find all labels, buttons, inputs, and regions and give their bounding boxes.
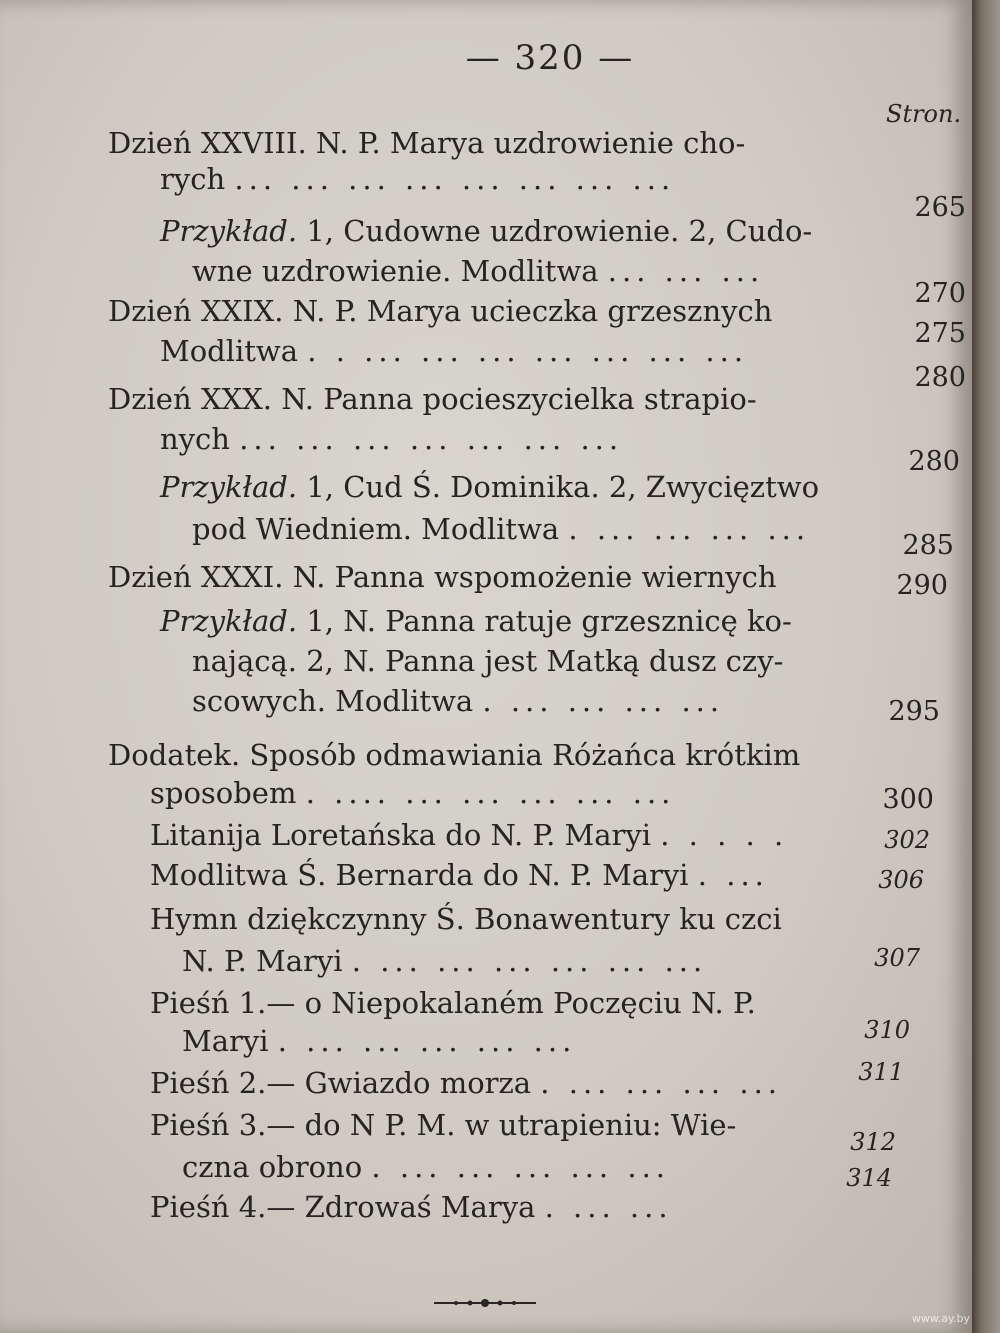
toc-line: scowych. Modlitwa . ... ... ... ... — [192, 684, 725, 718]
toc-line: sposobem . .... ... ... ... ... ... — [150, 776, 676, 810]
toc-line: N. P. Maryi . ... ... ... ... ... ... — [182, 944, 708, 978]
page-number: 280 — [914, 362, 966, 393]
dot-leader: . ... ... ... ... ... — [371, 1150, 671, 1184]
page-number: 280 — [908, 446, 960, 477]
toc-line: Maryi . ... ... ... ... ... — [182, 1024, 577, 1058]
dot-leader: . ... ... — [544, 1190, 673, 1224]
page-header: — 320 — — [465, 38, 635, 78]
toc-line: Pieśń 3.— do N P. M. w utrapieniu: Wie- — [150, 1108, 737, 1142]
toc-line: Dodatek. Sposób odmawiania Różańca krótkim — [108, 738, 801, 772]
dot-leader: . ... — [697, 858, 769, 892]
page-number: 275 — [914, 318, 966, 349]
page-number: 290 — [896, 570, 948, 601]
dot-leader: ... ... ... ... ... ... ... ... — [234, 162, 676, 196]
toc-line: Dzień XXX. N. Panna pocieszycielka strapio- — [108, 382, 757, 416]
page-number: 265 — [914, 192, 966, 223]
toc-line: Dzień XXIX. N. P. Marya ucieczka grzesznych — [108, 294, 773, 328]
dot-leader: . ... ... ... ... — [482, 684, 725, 718]
toc-line: Dzień XXXI. N. Panna wspomożenie wiernych — [108, 560, 777, 594]
column-header: Stron. — [886, 100, 962, 128]
ornament-divider — [430, 1296, 540, 1310]
dot-leader: . . . . . — [660, 818, 789, 852]
dot-leader: ... ... ... — [607, 254, 765, 288]
dot-leader: . ... ... ... ... — [568, 512, 811, 546]
toc-line: Litanija Loretańska do N. P. Maryi . . . . . — [150, 818, 789, 852]
page-number: 285 — [902, 530, 954, 561]
handwritten-page-number: 306 — [878, 866, 924, 894]
toc-line: Przykład. 1, Cudowne uzdrowienie. 2, Cudo- — [160, 214, 813, 248]
handwritten-page-number: 310 — [864, 1016, 910, 1044]
page-number: 295 — [888, 696, 940, 727]
example-label: Przykład. — [160, 214, 298, 248]
dot-leader: . .... ... ... ... ... ... — [305, 776, 676, 810]
page-number: 300 — [882, 784, 934, 815]
handwritten-page-number: 311 — [858, 1058, 904, 1086]
toc-line: Przykład. 1, N. Panna ratuje grzesznicę ko- — [160, 604, 792, 638]
page-number: 270 — [914, 278, 966, 309]
handwritten-page-number: 312 — [850, 1128, 896, 1156]
toc-line: nającą. 2, N. Panna jest Matką dusz czy- — [192, 644, 784, 678]
book-spine — [972, 0, 1000, 1333]
toc-line: pod Wiedniem. Modlitwa . ... ... ... ... — [192, 512, 811, 546]
toc-line: Pieśń 1.— o Niepokalaném Poczęciu N. P. — [150, 986, 756, 1020]
dot-leader: . ... ... ... ... — [540, 1066, 783, 1100]
toc-line: Pieśń 2.— Gwiazdo morza . ... ... ... ... — [150, 1066, 783, 1100]
toc-line: Przykład. 1, Cud Ś. Dominika. 2, Zwycięztwo — [160, 470, 820, 504]
dot-leader: ... ... ... ... ... ... ... — [239, 422, 624, 456]
dot-leader: . ... ... ... ... ... — [277, 1024, 577, 1058]
toc-line: czna obrono . ... ... ... ... ... — [182, 1150, 671, 1184]
example-label: Przykład. — [160, 604, 298, 638]
toc-line: Hymn dziękczynny Ś. Bonawentury ku czci — [150, 902, 782, 936]
toc-line: Modlitwa . . ... ... ... ... ... ... ... — [160, 334, 749, 368]
toc-line: nych ... ... ... ... ... ... ... — [160, 422, 624, 456]
handwritten-page-number: 302 — [884, 826, 930, 854]
toc-line: Modlitwa Ś. Bernarda do N. P. Maryi . ... — [150, 858, 769, 892]
toc-line: Pieśń 4.— Zdrowaś Marya . ... ... — [150, 1190, 673, 1224]
toc-line: rych ... ... ... ... ... ... ... ... — [160, 162, 676, 196]
watermark: www.ay.by — [911, 1312, 970, 1325]
dot-leader: . . ... ... ... ... ... ... ... — [307, 334, 749, 368]
dot-leader: . ... ... ... ... ... ... — [351, 944, 708, 978]
example-label: Przykład. — [160, 470, 298, 504]
handwritten-page-number: 307 — [874, 944, 920, 972]
toc-line: wne uzdrowienie. Modlitwa ... ... ... — [192, 254, 765, 288]
handwritten-page-number: 314 — [846, 1164, 892, 1192]
toc-line: Dzień XXVIII. N. P. Marya uzdrowienie cho- — [108, 126, 746, 160]
